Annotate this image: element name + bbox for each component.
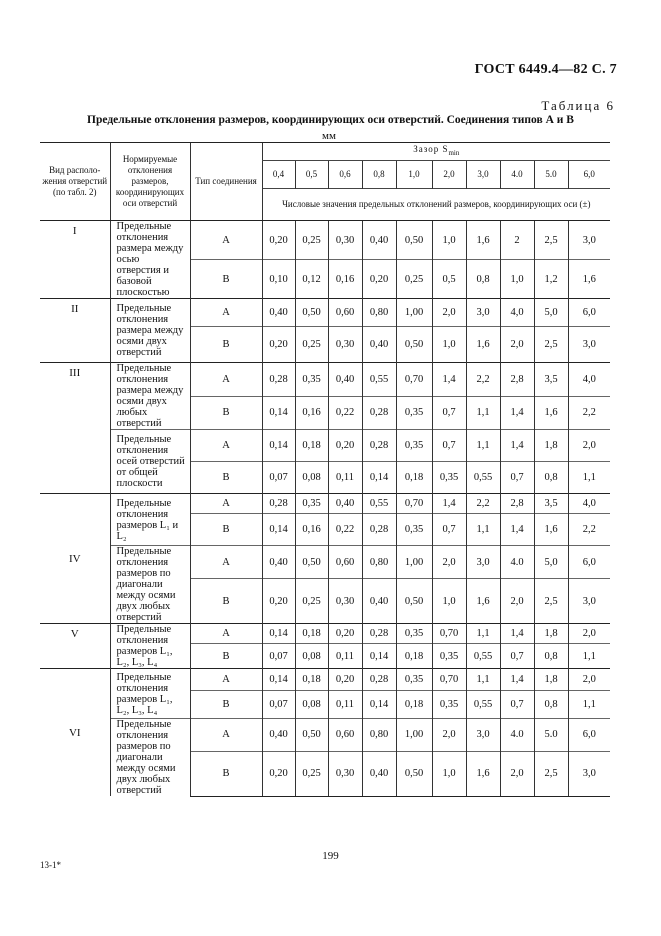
tolerance-value: 3,0 <box>568 327 610 363</box>
norm-description: Предельные отклонения размера между осью отверстия и базовой плоскостью <box>110 221 190 299</box>
tolerance-value: 4.0 <box>500 719 534 752</box>
table-row <box>40 494 610 514</box>
table-row <box>40 546 610 579</box>
tolerance-value: 0,20 <box>328 624 362 644</box>
tolerance-value: 0,20 <box>362 260 396 299</box>
page-header: ГОСТ 6449.4—82 С. 7 <box>474 62 617 77</box>
tolerance-value: 2,0 <box>568 669 610 691</box>
tolerance-value: 2,8 <box>500 363 534 397</box>
values-caption: Числовые значения предельных отклонений размеров, координирующих оси (±) <box>262 189 610 221</box>
connection-type: В <box>190 396 262 430</box>
tolerance-value: 0,50 <box>396 751 432 796</box>
tolerance-value: 0,40 <box>362 579 396 624</box>
tolerance-value: 6,0 <box>568 719 610 752</box>
tolerance-value: 0,50 <box>396 579 432 624</box>
tolerance-value: 0,28 <box>362 514 396 546</box>
gap-value-header: 3,0 <box>466 161 500 189</box>
tolerance-value: 0,70 <box>432 669 466 691</box>
tolerance-value: 1,1 <box>466 430 500 462</box>
tolerance-value: 0,7 <box>500 691 534 719</box>
tolerance-value: 2,0 <box>500 579 534 624</box>
tolerance-value: 1,6 <box>466 579 500 624</box>
tolerance-value: 4,0 <box>568 363 610 397</box>
tolerance-value: 0,7 <box>432 514 466 546</box>
tolerance-value: 0,5 <box>432 260 466 299</box>
tolerance-value: 0,14 <box>262 430 295 462</box>
tolerance-value: 1,8 <box>534 430 568 462</box>
tolerance-value: 0,40 <box>362 221 396 260</box>
tolerance-value: 0,55 <box>466 691 500 719</box>
tolerance-value: 1,6 <box>568 260 610 299</box>
tolerance-value: 0,35 <box>295 363 328 397</box>
tolerance-value: 1,4 <box>500 624 534 644</box>
tolerance-value: 0,50 <box>295 719 328 752</box>
tolerance-value: 0,80 <box>362 719 396 752</box>
tolerance-value: 0,50 <box>396 221 432 260</box>
tolerance-value: 0,30 <box>328 221 362 260</box>
tolerance-value: 5.0 <box>534 719 568 752</box>
tolerance-value: 1,1 <box>466 669 500 691</box>
connection-type: А <box>190 669 262 691</box>
tolerance-value: 2,0 <box>568 430 610 462</box>
tolerance-value: 0,8 <box>534 462 568 494</box>
tolerance-value: 0,40 <box>328 494 362 514</box>
tolerance-value: 0,10 <box>262 260 295 299</box>
tolerance-value: 1,1 <box>466 624 500 644</box>
connection-type: А <box>190 299 262 327</box>
tolerance-value: 0,40 <box>262 719 295 752</box>
tolerance-value: 3,0 <box>466 719 500 752</box>
tolerance-value: 2,2 <box>568 514 610 546</box>
tolerance-value: 0,60 <box>328 299 362 327</box>
tolerance-value: 0,40 <box>362 327 396 363</box>
tolerance-value: 0,80 <box>362 299 396 327</box>
tolerance-value: 1,4 <box>500 669 534 691</box>
tolerance-value: 0,35 <box>396 669 432 691</box>
tolerance-value: 0,7 <box>500 644 534 669</box>
tolerance-value: 1,4 <box>500 430 534 462</box>
tolerance-value: 0,40 <box>262 299 295 327</box>
tolerance-value: 0,40 <box>362 751 396 796</box>
tolerance-value: 4,0 <box>500 299 534 327</box>
tolerance-value: 2,0 <box>500 751 534 796</box>
tolerance-value: 0,40 <box>328 363 362 397</box>
connection-type: А <box>190 363 262 397</box>
tolerance-value: 0,14 <box>262 669 295 691</box>
tolerance-value: 3,0 <box>568 221 610 260</box>
tolerance-value: 1,8 <box>534 669 568 691</box>
arrangement-type: VI <box>40 669 110 797</box>
arrangement-type: II <box>40 299 110 363</box>
norm-description: Предельные отклонения размеров L₁, L₂, L₃, L₄ <box>110 624 190 669</box>
connection-type: А <box>190 430 262 462</box>
tolerance-value: 0,08 <box>295 644 328 669</box>
tolerance-value: 1,6 <box>466 751 500 796</box>
tolerance-value: 0,35 <box>432 644 466 669</box>
tolerance-value: 0,35 <box>432 462 466 494</box>
tolerance-value: 2,0 <box>432 299 466 327</box>
tolerance-value: 0,25 <box>396 260 432 299</box>
tolerance-value: 1,6 <box>534 514 568 546</box>
table-row <box>40 669 610 691</box>
gap-subscript: min <box>448 148 460 157</box>
connection-type: В <box>190 260 262 299</box>
tolerance-value: 3,0 <box>466 299 500 327</box>
connection-type: В <box>190 644 262 669</box>
tolerance-value: 0,50 <box>295 299 328 327</box>
tolerance-value: 0,22 <box>328 396 362 430</box>
tolerance-value: 3,0 <box>466 546 500 579</box>
gap-header <box>262 143 610 161</box>
tolerance-value: 0,18 <box>295 624 328 644</box>
tolerance-value: 0,70 <box>396 363 432 397</box>
gap-value-header: 1,0 <box>396 161 432 189</box>
tolerance-value: 1,0 <box>432 221 466 260</box>
tolerance-value: 1,0 <box>432 751 466 796</box>
col-header-type: Тип соединения <box>190 143 262 221</box>
tolerance-value: 0,18 <box>396 691 432 719</box>
tolerance-value: 1,0 <box>500 260 534 299</box>
tolerance-value: 2,5 <box>534 327 568 363</box>
gap-value-header: 0,5 <box>295 161 328 189</box>
tolerance-value: 0,11 <box>328 462 362 494</box>
tolerance-value: 2,0 <box>432 546 466 579</box>
gap-value-header: 6,0 <box>568 161 610 189</box>
tolerance-value: 0,7 <box>432 430 466 462</box>
tolerance-value: 0,20 <box>262 221 295 260</box>
tolerance-value: 0,22 <box>328 514 362 546</box>
tolerance-value: 0,07 <box>262 462 295 494</box>
table-row <box>40 719 610 752</box>
tolerance-value: 2,5 <box>534 579 568 624</box>
tolerance-value: 0,35 <box>396 396 432 430</box>
tolerance-value: 1,4 <box>432 494 466 514</box>
norm-description: Предельные отклонения размеров по диагонали между осями двух любых отверстий <box>110 546 190 624</box>
tolerance-value: 0,7 <box>500 462 534 494</box>
connection-type: А <box>190 546 262 579</box>
tolerance-value: 0,28 <box>362 624 396 644</box>
table-row <box>40 624 610 644</box>
norm-description: Предельные отклонения размеров L₁, L₂, L₃, L₄ <box>110 669 190 719</box>
tolerance-value: 0,60 <box>328 719 362 752</box>
tolerance-value: 5,0 <box>534 546 568 579</box>
tolerance-value: 0,14 <box>262 514 295 546</box>
tolerance-value: 0,11 <box>328 691 362 719</box>
tolerance-value: 2,5 <box>534 751 568 796</box>
tolerance-value: 1,6 <box>466 327 500 363</box>
table-row <box>40 221 610 260</box>
tolerance-value: 0,14 <box>262 624 295 644</box>
tolerance-value: 0,35 <box>396 514 432 546</box>
tolerance-value: 0,70 <box>396 494 432 514</box>
tolerance-value: 4.0 <box>500 546 534 579</box>
connection-type: А <box>190 221 262 260</box>
table-row <box>40 299 610 327</box>
footer-code: 13-1* <box>40 860 61 870</box>
table-row <box>40 363 610 397</box>
tolerance-value: 1,8 <box>534 624 568 644</box>
connection-type: В <box>190 579 262 624</box>
tolerance-value: 0,35 <box>295 494 328 514</box>
tolerance-value: 0,08 <box>295 691 328 719</box>
connection-type: А <box>190 494 262 514</box>
tolerance-value: 3,5 <box>534 494 568 514</box>
arrangement-type: III <box>40 363 110 494</box>
tolerance-value: 0,25 <box>295 221 328 260</box>
tolerance-value: 3,0 <box>568 751 610 796</box>
gap-value-header: 5.0 <box>534 161 568 189</box>
tolerance-value: 0,80 <box>362 546 396 579</box>
tolerance-value: 0,30 <box>328 579 362 624</box>
tolerance-value: 1,1 <box>466 396 500 430</box>
connection-type: В <box>190 514 262 546</box>
tolerance-value: 0,30 <box>328 327 362 363</box>
tolerance-value: 0,12 <box>295 260 328 299</box>
tolerance-value: 0,30 <box>328 751 362 796</box>
col-header-arrangement: Вид располо-жения отверстий (по табл. 2) <box>40 143 110 221</box>
tolerance-value: 0,08 <box>295 462 328 494</box>
tolerance-value: 0,14 <box>362 691 396 719</box>
tolerance-value: 0,28 <box>362 669 396 691</box>
tolerance-value: 1,0 <box>432 579 466 624</box>
gap-value-header: 4.0 <box>500 161 534 189</box>
tolerance-value: 5,0 <box>534 299 568 327</box>
tolerance-value: 0,55 <box>362 494 396 514</box>
tolerance-value: 0,28 <box>362 396 396 430</box>
tolerance-value: 2 <box>500 221 534 260</box>
tolerance-value: 2,0 <box>500 327 534 363</box>
tolerance-value: 2,2 <box>466 494 500 514</box>
tolerance-value: 0,20 <box>262 579 295 624</box>
tolerance-value: 0,18 <box>295 669 328 691</box>
norm-description: Предельные отклонения размера между осями двух отверстий <box>110 299 190 363</box>
tolerance-value: 0,55 <box>362 363 396 397</box>
tolerance-value: 0,60 <box>328 546 362 579</box>
tolerance-value: 2,0 <box>432 719 466 752</box>
arrangement-type: IV <box>40 494 110 624</box>
tolerance-value: 1,00 <box>396 299 432 327</box>
tolerance-value: 1,2 <box>534 260 568 299</box>
tolerance-value: 0,16 <box>328 260 362 299</box>
connection-type: В <box>190 751 262 796</box>
tolerance-value: 1,1 <box>568 462 610 494</box>
norm-description: Предельные отклонения осей отверстий от общей плоскости <box>110 430 190 494</box>
connection-type: В <box>190 462 262 494</box>
tolerance-value: 1,00 <box>396 719 432 752</box>
tolerance-value: 0,28 <box>262 363 295 397</box>
tolerance-value: 1,1 <box>568 691 610 719</box>
tolerance-value: 1,4 <box>500 396 534 430</box>
tolerance-value: 0,20 <box>262 751 295 796</box>
tolerance-value: 0,35 <box>396 430 432 462</box>
tolerance-value: 1,1 <box>466 514 500 546</box>
connection-type: В <box>190 327 262 363</box>
tolerance-value: 0,14 <box>262 396 295 430</box>
tolerance-value: 0,7 <box>432 396 466 430</box>
connection-type: В <box>190 691 262 719</box>
tolerance-value: 1,4 <box>432 363 466 397</box>
tolerance-value: 0,25 <box>295 751 328 796</box>
norm-description: Предельные отклонения размеров L₁ и L₂ <box>110 494 190 546</box>
tolerance-value: 0,16 <box>295 514 328 546</box>
tolerance-value: 0,18 <box>396 644 432 669</box>
tolerance-value: 0,18 <box>396 462 432 494</box>
tolerance-value: 0,20 <box>328 669 362 691</box>
table-title: Предельные отклонения размеров, координирующих оси отверстий. Соединения типов А и В <box>87 114 574 126</box>
tolerance-value: 2,0 <box>568 624 610 644</box>
norm-description: Предельные отклонения размера между осями двух любых отверстий <box>110 363 190 430</box>
tolerance-value: 1,4 <box>500 514 534 546</box>
tolerance-value: 0,28 <box>362 430 396 462</box>
norm-description: Предельные отклонения размеров по диагонали между осями двух любых отверстий <box>110 719 190 797</box>
tolerance-value: 2,2 <box>568 396 610 430</box>
tolerance-value: 0,28 <box>262 494 295 514</box>
tolerance-value: 0,20 <box>328 430 362 462</box>
table-row <box>40 430 610 462</box>
tolerance-value: 0,8 <box>466 260 500 299</box>
tolerance-value: 1,0 <box>432 327 466 363</box>
tolerance-value: 0,40 <box>262 546 295 579</box>
tolerance-value: 1,1 <box>568 644 610 669</box>
connection-type: А <box>190 624 262 644</box>
units-label: мм <box>322 130 336 142</box>
col-header-norm: Нормируемые отклонения размеров, координирующих оси отверстий <box>110 143 190 221</box>
tolerance-value: 1,00 <box>396 546 432 579</box>
connection-type: А <box>190 719 262 752</box>
gap-value-header: 0,8 <box>362 161 396 189</box>
tolerance-value: 0,14 <box>362 644 396 669</box>
tolerance-value: 0,07 <box>262 691 295 719</box>
tolerance-value: 0,20 <box>262 327 295 363</box>
gap-value-header: 0,6 <box>328 161 362 189</box>
tolerance-value: 2,2 <box>466 363 500 397</box>
tolerance-value: 3,0 <box>568 579 610 624</box>
tolerance-value: 0,50 <box>295 546 328 579</box>
tolerance-value: 0,8 <box>534 691 568 719</box>
tolerance-value: 0,14 <box>362 462 396 494</box>
arrangement-type: I <box>72 225 77 237</box>
tolerance-value: 0,70 <box>432 624 466 644</box>
tolerance-value: 1,6 <box>534 396 568 430</box>
tolerance-value: 2,8 <box>500 494 534 514</box>
gap-value-header: 2,0 <box>432 161 466 189</box>
tolerance-value: 6,0 <box>568 546 610 579</box>
arrangement-type: V <box>40 624 110 669</box>
tolerance-value: 0,16 <box>295 396 328 430</box>
gap-value-header: 0,4 <box>262 161 295 189</box>
tolerance-value: 0,55 <box>466 462 500 494</box>
tolerance-value: 1,6 <box>466 221 500 260</box>
tolerance-value: 0,35 <box>396 624 432 644</box>
tolerance-value: 0,55 <box>466 644 500 669</box>
tolerance-table <box>40 142 610 797</box>
tolerance-value: 3,5 <box>534 363 568 397</box>
table-number: Таблица 6 <box>541 98 615 113</box>
tolerance-value: 0,11 <box>328 644 362 669</box>
tolerance-value: 0,25 <box>295 579 328 624</box>
tolerance-value: 0,50 <box>396 327 432 363</box>
tolerance-value: 0,18 <box>295 430 328 462</box>
tolerance-value: 0,35 <box>432 691 466 719</box>
tolerance-value: 2,5 <box>534 221 568 260</box>
tolerance-value: 0,07 <box>262 644 295 669</box>
tolerance-value: 6,0 <box>568 299 610 327</box>
gap-label: Зазор S <box>413 144 449 155</box>
page-number: 199 <box>322 850 339 862</box>
tolerance-value: 4,0 <box>568 494 610 514</box>
tolerance-value: 0,8 <box>534 644 568 669</box>
tolerance-value: 0,25 <box>295 327 328 363</box>
